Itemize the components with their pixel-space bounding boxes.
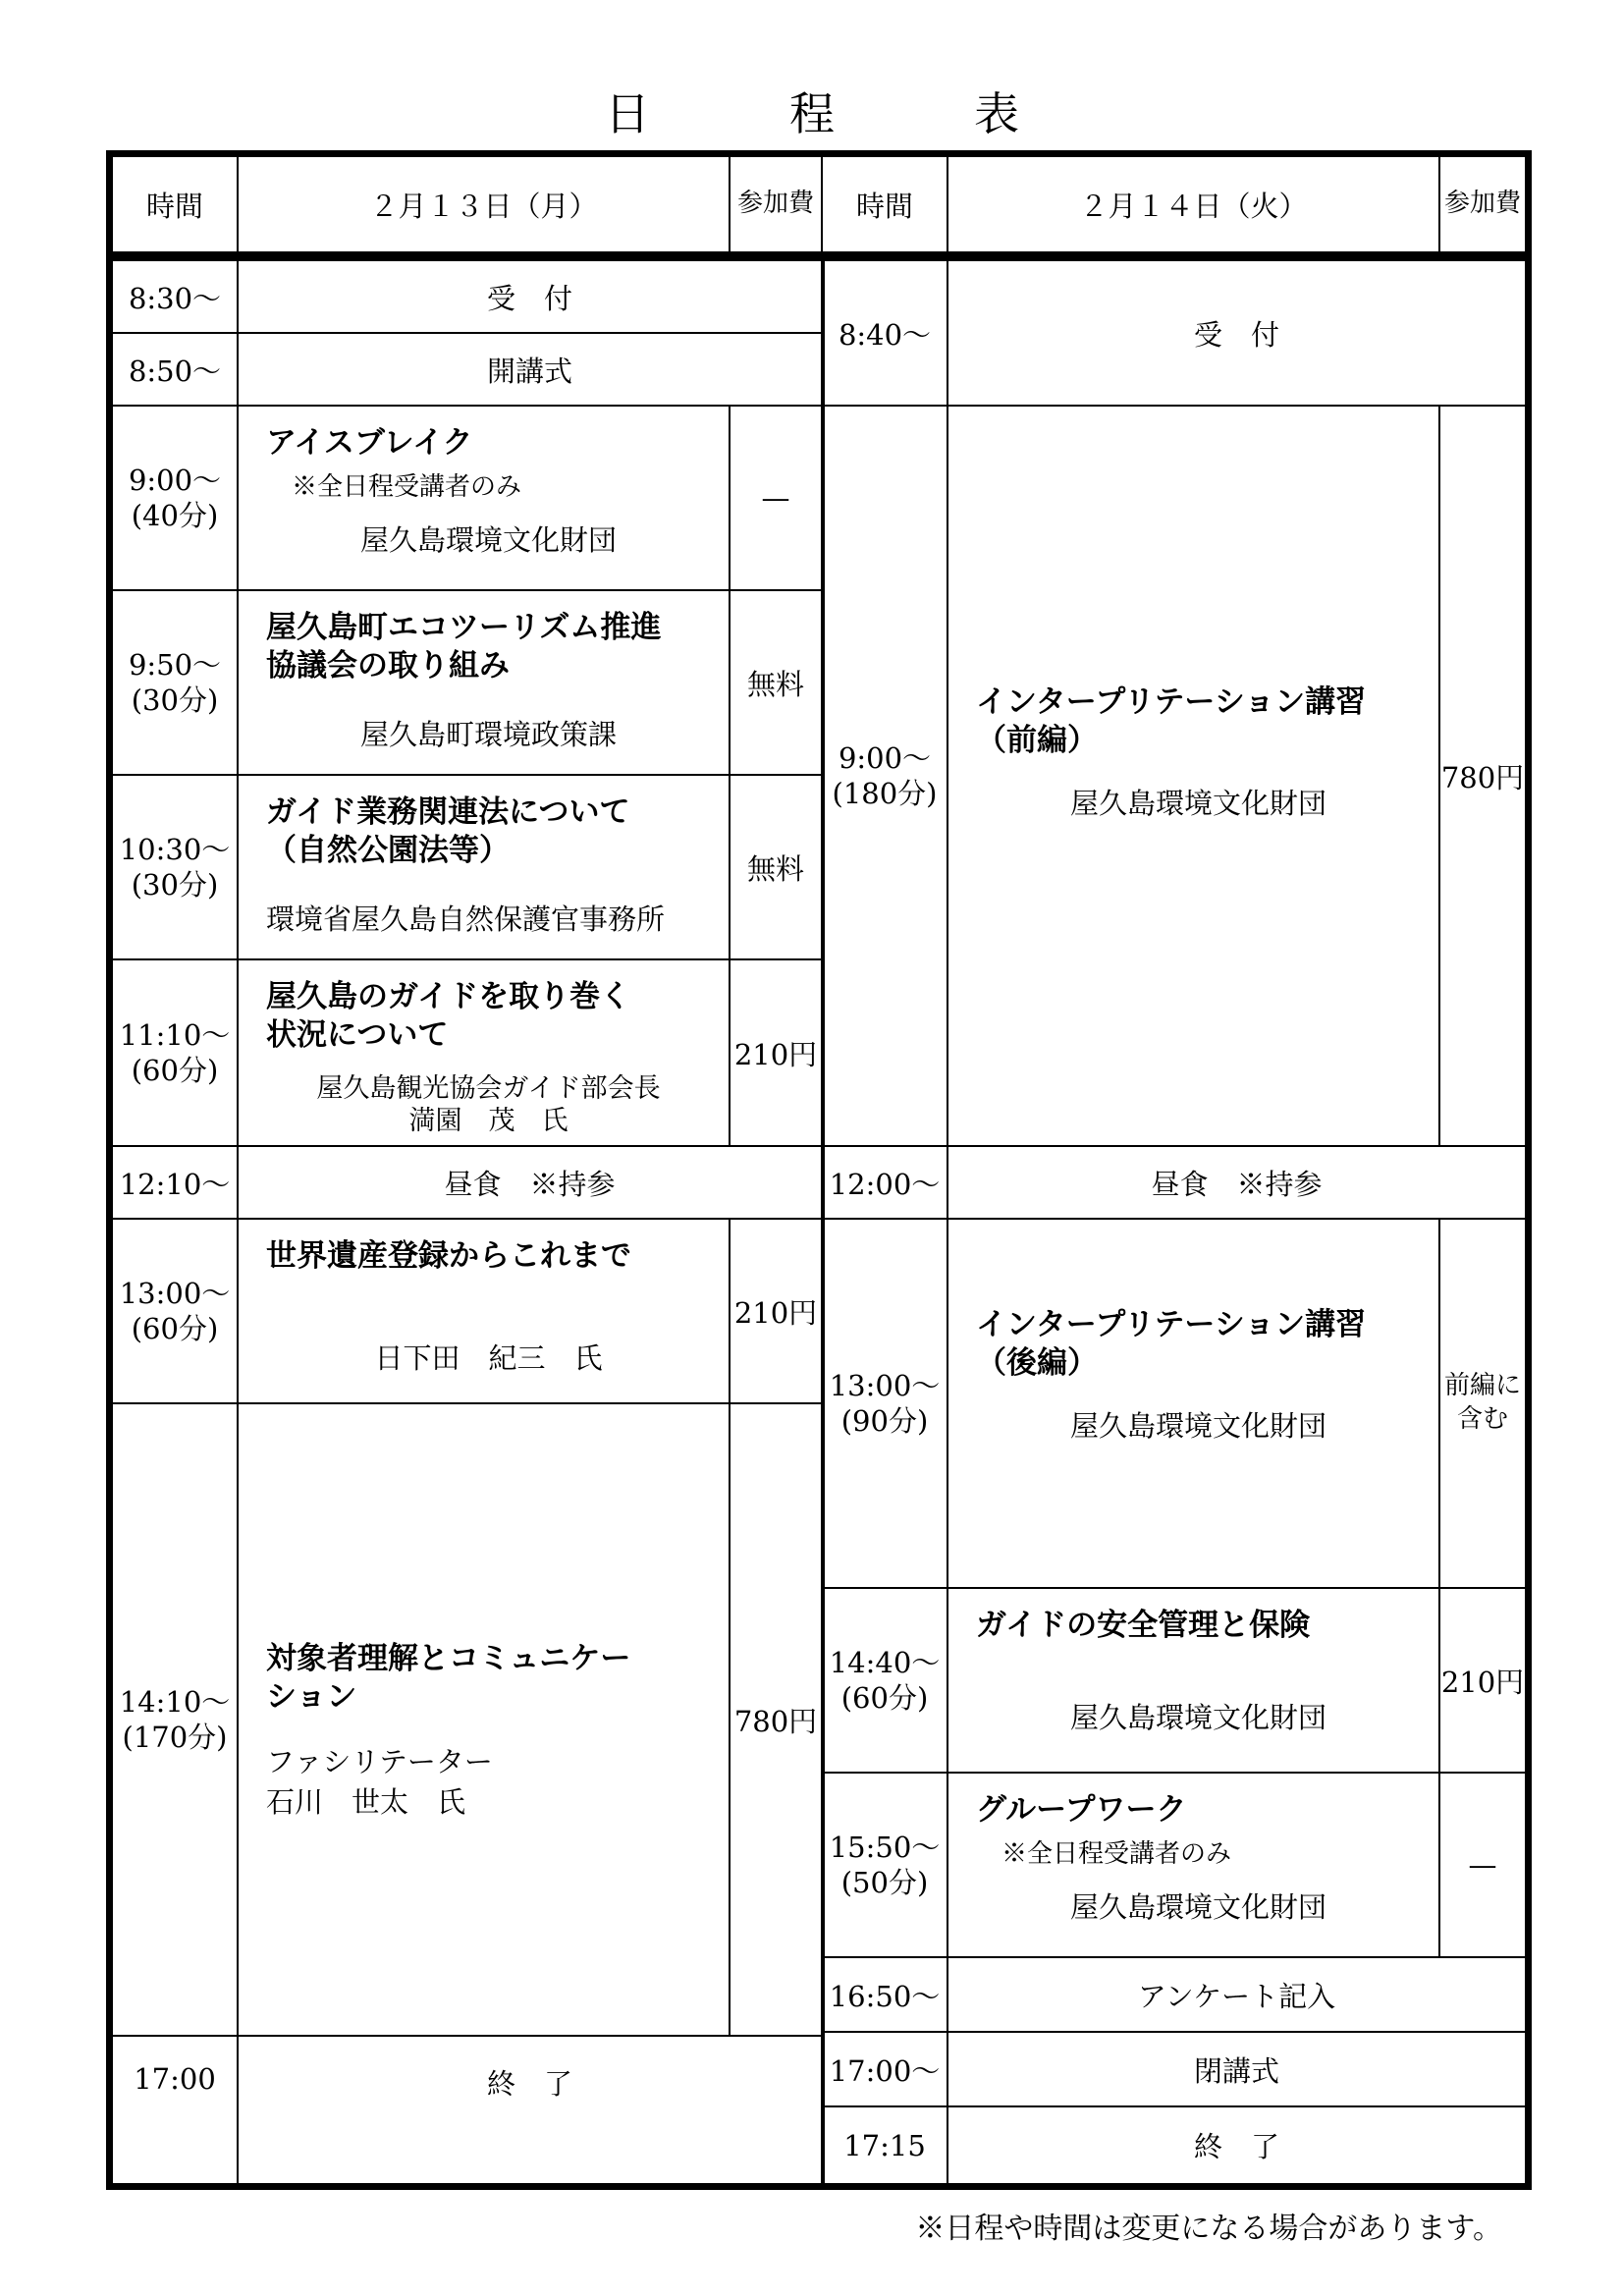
footer-note: ※日程や時間は変更になる場合があります。 — [915, 2212, 1502, 2246]
page-title: 日 程 表 — [605, 87, 1066, 140]
d2-end: 終 了 — [947, 2105, 1527, 2185]
time-start: 10:30〜 — [119, 832, 231, 866]
d2-s1-time — [821, 405, 948, 1147]
d1-s4-time — [111, 958, 239, 1147]
time-start: 14:40〜 — [829, 1645, 941, 1679]
session-title: 世界遺産登録からこれまで — [266, 1238, 631, 1274]
header-time-day2: 時間 — [821, 155, 948, 253]
session-title: 屋久島町エコツーリズム推進 協議会の取り組み — [266, 610, 662, 683]
session-role: ファシリテーター — [266, 1744, 493, 1778]
d2-s4-session — [947, 1772, 1440, 1958]
d1-end-time: 17:00 — [111, 2035, 239, 2185]
d2-s3-time — [821, 1587, 948, 1774]
session-title: 屋久島のガイドを取り巻く 状況について — [266, 979, 631, 1053]
time-start: 13:00〜 — [119, 1276, 231, 1310]
d1-s5-fee: 210円 — [729, 1218, 823, 1404]
time-start: 14:10〜 — [119, 1684, 231, 1719]
d1-s2-fee: 無料 — [729, 589, 823, 776]
time-duration: (60分) — [131, 1054, 219, 1087]
header-divider — [111, 251, 1527, 259]
session-title: アイスブレイク — [266, 425, 473, 461]
d1-s6-time — [111, 1402, 239, 2037]
d2-s1-fee: 780円 — [1438, 405, 1527, 1147]
session-title: グループワーク — [976, 1792, 1187, 1828]
session-title: 対象者理解とコミュニケー ション — [266, 1641, 631, 1715]
d1-s4-session — [237, 958, 731, 1147]
session-org: 屋久島町環境政策課 — [359, 717, 617, 751]
time-start: 11:10〜 — [119, 1017, 231, 1052]
session-note: ※全日程受講者のみ — [292, 471, 522, 502]
session-title: インタープリテーション講習 （前編） — [976, 684, 1367, 758]
d1-s2-session — [237, 589, 731, 776]
session-org: 屋久島環境文化財団 — [1069, 1408, 1326, 1443]
d2-lunch-time: 12:00〜 — [821, 1145, 948, 1220]
session-org: 環境省屋久島自然保護官事務所 — [266, 902, 666, 936]
session-title: ガイドの安全管理と保険 — [976, 1608, 1311, 1643]
d2-s4-time — [821, 1772, 948, 1958]
d1-s6-session — [237, 1402, 731, 2037]
d2-reception-time: 8:40〜 — [821, 259, 948, 407]
time-start: 15:50〜 — [829, 1830, 941, 1864]
d1-s2-time — [111, 589, 239, 776]
fee-line2: 含む — [1456, 1404, 1508, 1434]
d1-lunch-time: 12:10〜 — [111, 1145, 239, 1220]
session-title: インタープリテーション講習 （後編） — [976, 1307, 1367, 1381]
session-speaker: 石川 世太 氏 — [266, 1784, 466, 1819]
d2-s2-fee — [1438, 1218, 1527, 1589]
d1-s4-fee: 210円 — [729, 958, 823, 1147]
session-org: 屋久島環境文化財団 — [1069, 1889, 1326, 1924]
d2-s3-fee: 210円 — [1438, 1587, 1527, 1774]
d1-s1-time — [111, 405, 239, 591]
d2-closing: 閉講式 — [947, 2031, 1527, 2107]
d2-reception: 受 付 — [947, 259, 1527, 407]
day-divider — [821, 253, 825, 2185]
schedule-table — [106, 150, 1532, 2190]
d1-s1-session — [237, 405, 731, 591]
time-duration: (170分) — [122, 1721, 228, 1754]
header-fee-day1: 参加費 — [729, 155, 823, 253]
d1-s3-fee: 無料 — [729, 774, 823, 960]
d1-lunch: 昼食 ※持参 — [237, 1145, 823, 1220]
time-duration: (30分) — [131, 683, 219, 717]
fee-line1: 前編に — [1443, 1371, 1521, 1401]
session-speaker: 満園 茂 氏 — [408, 1106, 568, 1137]
time-duration: (30分) — [131, 868, 219, 902]
d2-lunch: 昼食 ※持参 — [947, 1145, 1527, 1220]
time-duration: (90分) — [840, 1404, 929, 1438]
d2-survey: アンケート記入 — [947, 1956, 1527, 2033]
d2-s2-session — [947, 1218, 1440, 1589]
d1-opening-time: 8:50〜 — [111, 332, 239, 407]
d1-s5-session — [237, 1218, 731, 1404]
time-duration: (50分) — [840, 1866, 929, 1899]
d2-closing-time: 17:00〜 — [821, 2031, 948, 2107]
time-duration: (180分) — [832, 777, 938, 810]
d2-s2-time — [821, 1218, 948, 1589]
d1-s6-fee: 780円 — [729, 1402, 823, 2037]
time-duration: (60分) — [840, 1681, 929, 1715]
d1-s5-time — [111, 1218, 239, 1404]
d2-end-time: 17:15 — [821, 2105, 948, 2185]
d1-reception-time: 8:30〜 — [111, 259, 239, 334]
header-day2: ２月１４日（火） — [947, 155, 1440, 253]
d2-s4-fee: — — [1438, 1772, 1527, 1958]
session-note: ※全日程受講者のみ — [1001, 1838, 1232, 1869]
header-fee-day2: 参加費 — [1438, 155, 1527, 253]
d1-s3-session — [237, 774, 731, 960]
time-start: 13:00〜 — [829, 1368, 941, 1402]
session-org: 屋久島環境文化財団 — [1069, 1700, 1326, 1734]
d2-s3-session — [947, 1587, 1440, 1774]
time-start: 9:00〜 — [128, 463, 222, 497]
d2-s1-session — [947, 405, 1440, 1147]
session-org: 屋久島環境文化財団 — [359, 522, 617, 557]
d1-end: 終 了 — [237, 2035, 823, 2185]
header-day1: ２月１３日（月） — [237, 155, 731, 253]
d1-reception: 受 付 — [237, 259, 823, 334]
time-start: 9:00〜 — [838, 740, 932, 775]
session-org: 屋久島環境文化財団 — [1069, 786, 1326, 820]
d2-survey-time: 16:50〜 — [821, 1956, 948, 2033]
time-duration: (40分) — [131, 499, 219, 532]
session-org: 屋久島観光協会ガイド部会長 — [316, 1072, 661, 1104]
d1-s1-fee: — — [729, 405, 823, 591]
time-duration: (60分) — [131, 1312, 219, 1345]
session-title: ガイド業務関連法について （自然公園法等） — [266, 794, 630, 868]
session-speaker: 日下田 紀三 氏 — [374, 1340, 603, 1375]
time-start: 9:50〜 — [128, 647, 222, 682]
d1-s3-time — [111, 774, 239, 960]
d1-opening: 開講式 — [237, 332, 823, 407]
header-time-day1: 時間 — [111, 155, 239, 253]
